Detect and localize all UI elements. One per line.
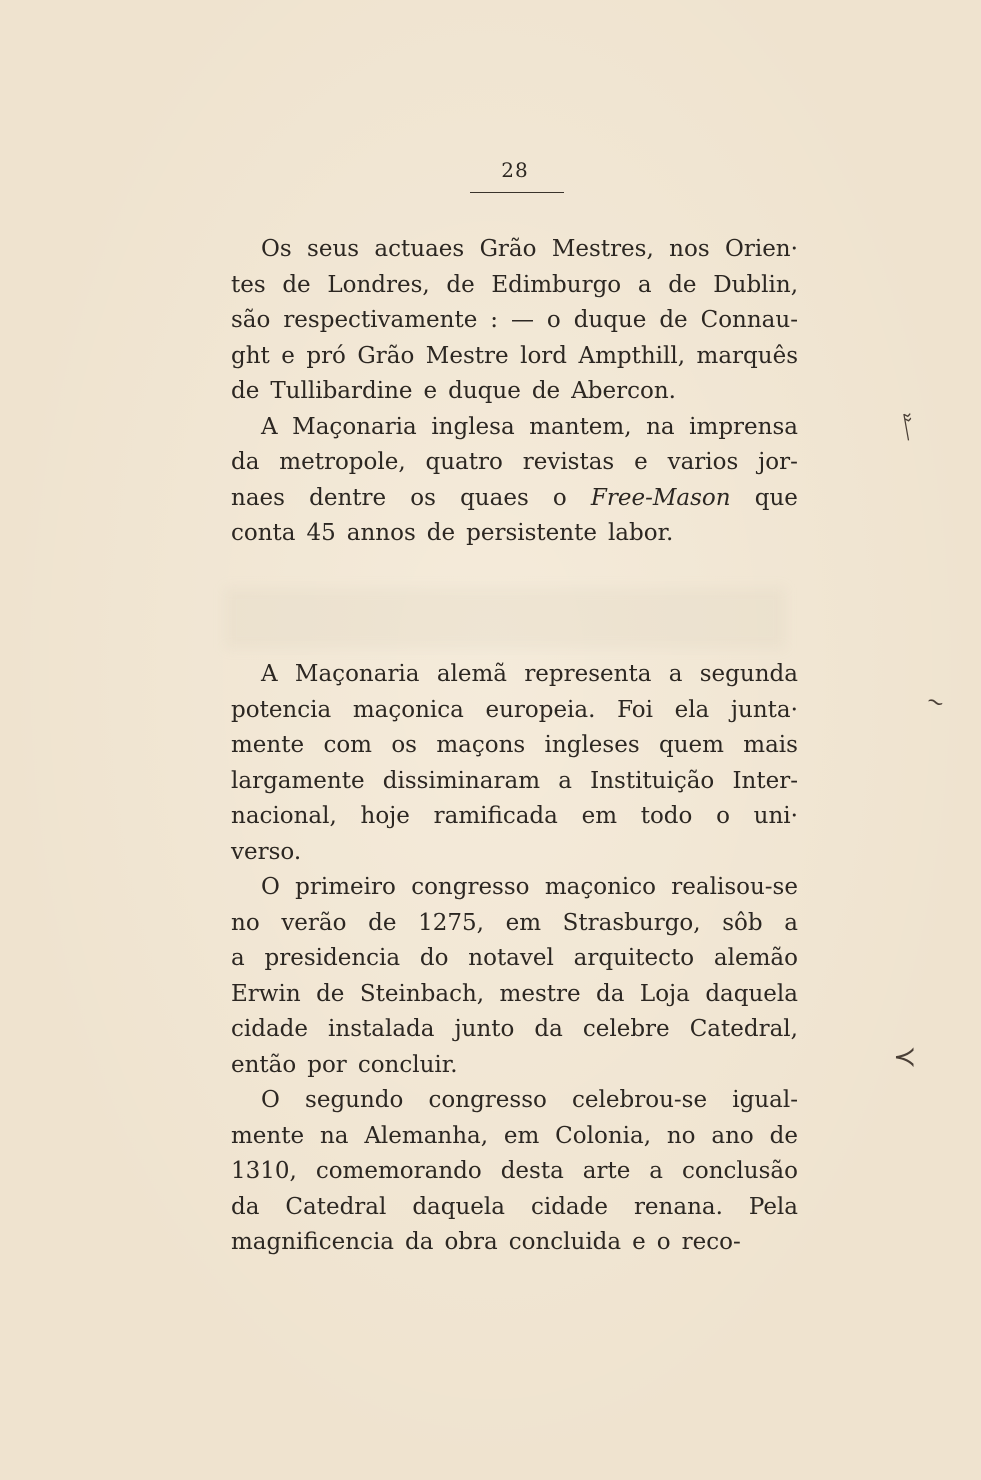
text-block-bottom	[231, 657, 798, 1261]
word: comemorando	[315, 1158, 482, 1184]
word: em	[505, 909, 542, 936]
word: conta	[231, 520, 296, 546]
word: são	[231, 307, 271, 333]
word: representa	[524, 661, 652, 687]
word: arquitecto	[573, 945, 695, 971]
word: e	[423, 378, 438, 404]
word: cidade	[231, 1016, 309, 1042]
word: Ampthill,	[578, 342, 686, 369]
word: então	[231, 1051, 297, 1078]
word: dentre	[309, 484, 387, 511]
margin-mark-icon: ᚩ	[897, 408, 921, 447]
text-line	[231, 1225, 798, 1261]
word: arte	[582, 1158, 631, 1184]
word: e	[632, 1229, 646, 1255]
word: persistente	[466, 520, 597, 546]
word: realisou-se	[671, 874, 798, 900]
word: alemã	[436, 661, 508, 687]
word: reco-	[681, 1229, 741, 1255]
word: Os	[261, 236, 292, 262]
word: a	[558, 767, 572, 794]
word: 1275,	[418, 909, 484, 936]
text-line	[231, 1012, 798, 1048]
word: da	[231, 449, 260, 475]
word: da	[231, 1193, 260, 1220]
word: Free-Mason	[590, 484, 731, 511]
word: revistas	[522, 449, 615, 475]
word: de	[659, 307, 688, 333]
word: Grão	[357, 342, 415, 369]
text-line	[231, 303, 798, 339]
word: que	[754, 484, 798, 511]
word: Alemanha,	[364, 1122, 489, 1149]
word: Maçonaria	[292, 413, 417, 440]
word: notavel	[468, 945, 554, 971]
page-number: 28	[501, 158, 529, 182]
word: da	[534, 1016, 563, 1042]
word: cidade	[530, 1193, 608, 1220]
word: metropole,	[279, 449, 406, 475]
word: nos	[669, 236, 710, 262]
word: os	[410, 484, 436, 511]
word: inglesa	[431, 413, 515, 440]
word: varios	[667, 449, 739, 475]
word: o	[716, 803, 730, 829]
word: Pela	[748, 1193, 798, 1220]
word: O	[261, 874, 280, 900]
text-line	[231, 870, 798, 906]
word: de	[316, 980, 345, 1007]
word: todo	[640, 803, 693, 829]
word: da	[596, 980, 625, 1007]
word: mais	[743, 732, 798, 758]
word: hoje	[360, 803, 410, 829]
word: o	[656, 1229, 671, 1255]
word: Mestres,	[551, 236, 654, 262]
word: obra	[444, 1229, 498, 1255]
word: em	[503, 1122, 540, 1149]
word: verso.	[231, 838, 302, 865]
word: de	[368, 909, 397, 936]
word: uni·	[753, 803, 798, 829]
word: ingleses	[544, 732, 640, 758]
text-line	[231, 835, 798, 871]
word: de	[668, 271, 697, 298]
word: mente	[231, 732, 305, 758]
word: igual-	[732, 1087, 798, 1113]
word: dissiminaram	[382, 767, 541, 794]
word: no	[231, 909, 260, 936]
word: Grão	[479, 236, 537, 262]
word: ela	[674, 696, 710, 723]
word: jor-	[758, 449, 798, 475]
word: Connau-	[700, 307, 798, 333]
text-line	[231, 1119, 798, 1155]
word: Maçonaria	[294, 661, 420, 687]
word: respectivamente	[283, 307, 478, 333]
word: 45	[306, 520, 336, 546]
word: annos	[346, 520, 416, 546]
word: marquês	[696, 342, 798, 369]
text-line	[231, 657, 798, 693]
page-number-rule	[470, 192, 564, 193]
word: de	[769, 1122, 798, 1149]
word: Instituição	[590, 767, 715, 794]
text-line	[231, 1083, 798, 1119]
word: de	[231, 378, 260, 404]
word: junto	[454, 1016, 515, 1042]
word: congresso	[428, 1087, 547, 1113]
word: Steinbach,	[359, 980, 485, 1007]
word: Catedral	[285, 1193, 387, 1220]
word: alemão	[713, 945, 798, 971]
word: sôb	[722, 909, 763, 936]
text-line	[231, 1048, 798, 1084]
word: a	[668, 661, 683, 687]
text-line	[231, 232, 798, 268]
word: A	[261, 661, 278, 687]
text-line	[231, 1154, 798, 1190]
text-line	[231, 799, 798, 835]
word: segunda	[699, 661, 798, 687]
word: o	[552, 484, 567, 511]
word: europeia.	[485, 696, 596, 723]
word: ramificada	[433, 803, 558, 829]
word: duque	[448, 378, 521, 404]
word: imprensa	[689, 413, 798, 440]
word: nacional,	[231, 803, 337, 829]
word: de	[531, 378, 561, 404]
text-line	[231, 410, 798, 446]
word: potencia	[231, 696, 332, 723]
text-line	[231, 941, 798, 977]
text-line	[231, 977, 798, 1013]
word: maçons	[436, 732, 526, 758]
word: Catedral,	[689, 1016, 798, 1042]
word: a	[784, 909, 798, 936]
word: concluir.	[357, 1051, 458, 1078]
word: Mestre	[425, 342, 509, 369]
word: quaes	[460, 484, 529, 511]
word: Abercon.	[571, 378, 676, 404]
word: e	[634, 449, 648, 475]
word: no	[666, 1122, 696, 1149]
text-line	[231, 481, 798, 517]
word: mestre	[499, 980, 581, 1007]
word: da	[405, 1229, 434, 1255]
word: Erwin	[231, 980, 301, 1007]
word: celebrou-se	[572, 1087, 708, 1113]
word: conclusão	[681, 1158, 798, 1184]
word: Orien·	[724, 236, 798, 262]
word: naes	[231, 484, 285, 511]
word: na	[319, 1122, 349, 1149]
word: por	[307, 1051, 347, 1078]
word: maçonica	[352, 696, 464, 723]
word: congresso	[411, 874, 530, 900]
word: —	[510, 307, 534, 333]
text-block-top	[231, 232, 798, 552]
text-line	[231, 693, 798, 729]
word: O	[261, 1087, 280, 1113]
text-line	[231, 1190, 798, 1226]
word: junta·	[730, 696, 798, 723]
word: ano	[711, 1122, 754, 1149]
word: seus	[307, 236, 360, 262]
word: do	[419, 945, 449, 971]
word: Tullibardine	[270, 378, 413, 404]
word: largamente	[231, 767, 365, 794]
text-line	[231, 339, 798, 375]
word: Dublin,	[713, 271, 798, 298]
word: pró	[306, 342, 346, 369]
word: mantem,	[529, 413, 632, 440]
word: lord	[520, 342, 568, 369]
word: em	[581, 803, 617, 829]
text-line	[231, 764, 798, 800]
word: :	[490, 307, 499, 333]
word: actuaes	[374, 236, 465, 262]
word: instalada	[328, 1016, 435, 1042]
word: quatro	[425, 449, 503, 475]
text-line	[231, 728, 798, 764]
word: Foi	[617, 696, 653, 723]
word: verão	[281, 909, 347, 936]
word: Londres,	[327, 271, 430, 298]
word: Strasburgo,	[562, 909, 701, 936]
word: quem	[658, 732, 724, 758]
text-line	[231, 906, 798, 942]
text-line	[231, 445, 798, 481]
word: a	[231, 945, 245, 971]
word: A	[261, 413, 278, 440]
word: com	[323, 732, 372, 758]
word: Edimburgo	[491, 271, 622, 298]
word: segundo	[305, 1087, 404, 1113]
word: na	[646, 413, 675, 440]
word: de	[282, 271, 311, 298]
word: 1310,	[231, 1158, 297, 1184]
word: de	[426, 520, 456, 546]
word: Loja	[639, 980, 690, 1007]
word: magnificencia	[231, 1229, 395, 1255]
word: os	[391, 732, 417, 758]
word: concluida	[508, 1229, 622, 1255]
word: ght	[231, 342, 270, 369]
text-line	[231, 516, 798, 552]
word: renana.	[633, 1193, 723, 1220]
word: a	[649, 1158, 664, 1184]
word: tes	[231, 271, 266, 298]
word: daquela	[705, 980, 798, 1007]
paper-stain	[225, 588, 785, 648]
word: daquela	[412, 1193, 505, 1220]
text-line	[231, 374, 798, 410]
word: e	[281, 342, 295, 369]
word: de	[446, 271, 475, 298]
word: primeiro	[295, 874, 396, 900]
margin-mark-icon: ≺	[893, 1040, 917, 1073]
word: a	[637, 271, 652, 298]
word: celebre	[582, 1016, 670, 1042]
word: mente	[231, 1122, 305, 1149]
word: o	[546, 307, 561, 333]
text-line	[231, 268, 798, 304]
margin-mark-icon: ~	[922, 687, 949, 718]
word: presidencia	[264, 945, 401, 971]
word: Colonia,	[555, 1122, 652, 1149]
word: desta	[500, 1158, 564, 1184]
word: maçonico	[544, 874, 656, 900]
word: duque	[573, 307, 647, 333]
word: labor.	[607, 520, 674, 546]
word: Inter-	[732, 767, 798, 794]
